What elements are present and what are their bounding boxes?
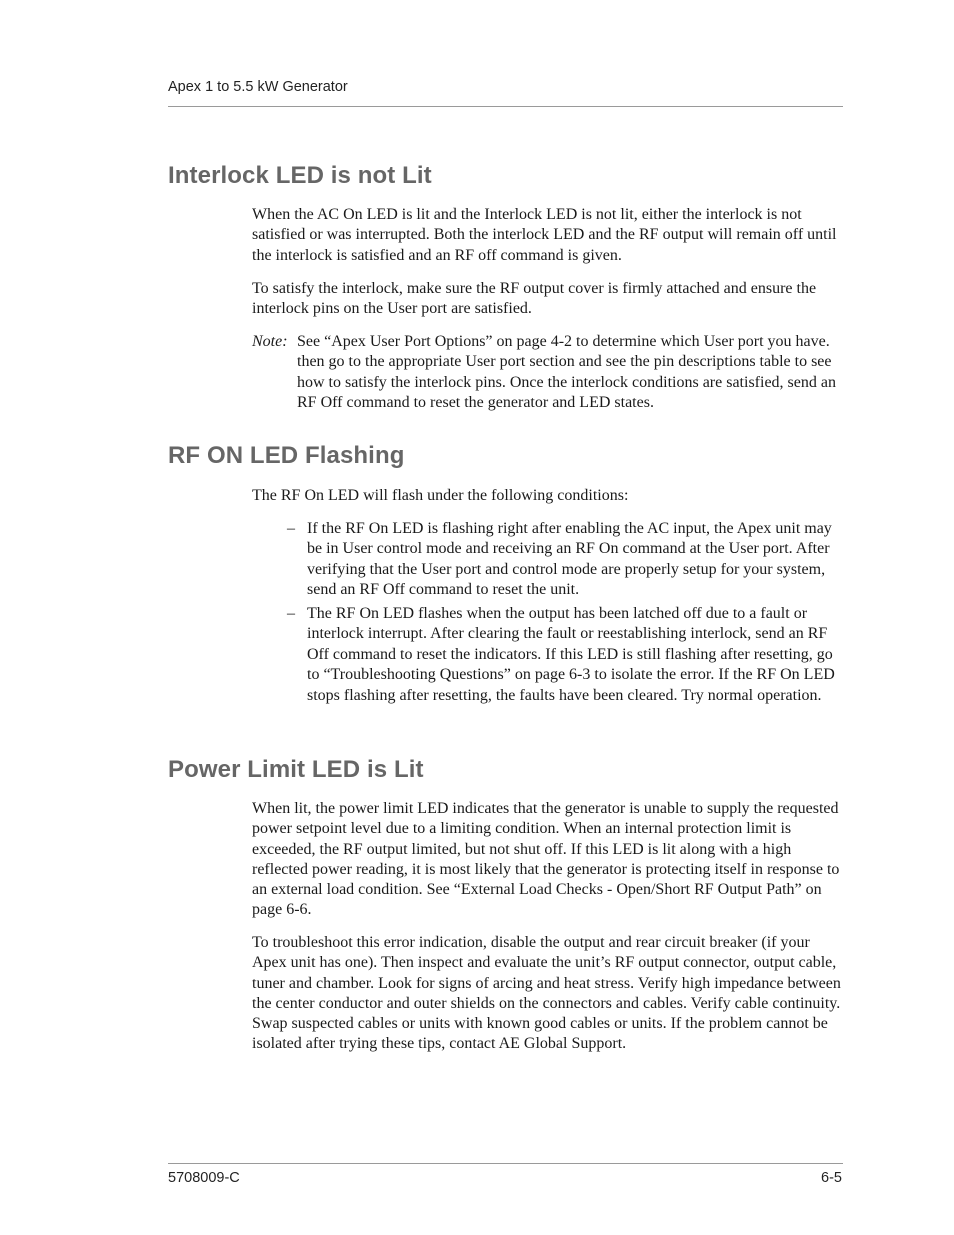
note-text: See “Apex User Port Options” on page 4-2 to determine which User port you have. then go to the appropriate User port section and see the pin descriptions table to see how to satisfy the interlock pins. Once the interlock conditions are satisfied, send an RF Off command to reset the generator and LED states. xyxy=(297,333,836,411)
paragraph: To satisfy the interlock, make sure the RF output cover is firmly attached and ensure the interlock pins on the User port are satisfied. xyxy=(252,280,817,318)
footer-page-number: 6-5 xyxy=(821,1170,842,1186)
paragraph: When the AC On LED is lit and the Interlock LED is not lit, either the interlock is not satisfied or was interrupted. Both the interlock LED and the RF output will remain off until the interlock is satisfied and an RF off command is given. xyxy=(252,206,837,264)
bullet-text: If the RF On LED is flashing right after enabling the AC input, the Apex unit may be in User control mode and receiving an RF On command at the User port. After verifying that the User port and control mode are properly setup for your system, send an RF Off command to reset the unit. xyxy=(307,520,832,599)
footer-doc-number: 5708009-C xyxy=(168,1170,240,1186)
paragraph: To troubleshoot this error indication, disable the output and rear circuit breaker (if your Apex unit has one). Then inspect and evaluate the unit’s RF output connector, output cable, tuner and chamber. Look for signs of arcing and heat stress. Verify high impedance between the center conductor and outer shields on the connectors and cables. Verify cable continuity. Swap suspected cables or units with known good cables or units. If the problem cannot be isolated after trying these tips, contact AE Global Support. xyxy=(252,934,841,1053)
bullet-marker: – xyxy=(287,605,295,622)
running-header: Apex 1 to 5.5 kW Generator xyxy=(168,79,348,95)
bullet-text: The RF On LED flashes when the output has been latched off due to a fault or interlock interrupt. After clearing the fault or reestablishing interlock, send an RF Off command to reset the indicators. If this LED is still flashing after resetting, go to “Troubleshooting Questions” on page 6-3 to isolate the error. If the RF On LED stops flashing after resetting, the faults have been cleared. Try normal operation. xyxy=(307,605,835,704)
paragraph: When lit, the power limit LED indicates that the generator is unable to supply the requested power setpoint level due to a limiting condition. When an internal protection limit is exceeded, the RF output limited, but not shut off. If this LED is lit along with a high reflected power reading, it is most likely that the generator is protecting itself in response to an external load condition. See “External Load Checks - Open/Short RF Output Path” on page 6-6. xyxy=(252,800,840,919)
section-heading-rf-on: RF ON LED Flashing xyxy=(168,442,405,469)
bullet-marker: – xyxy=(287,520,295,537)
paragraph: The RF On LED will flash under the following conditions: xyxy=(252,487,629,504)
header-rule xyxy=(168,106,843,107)
footer-rule xyxy=(168,1163,843,1164)
section-heading-interlock: Interlock LED is not Lit xyxy=(168,162,432,189)
section-heading-power-limit: Power Limit LED is Lit xyxy=(168,756,424,783)
note-label: Note: xyxy=(252,333,288,350)
